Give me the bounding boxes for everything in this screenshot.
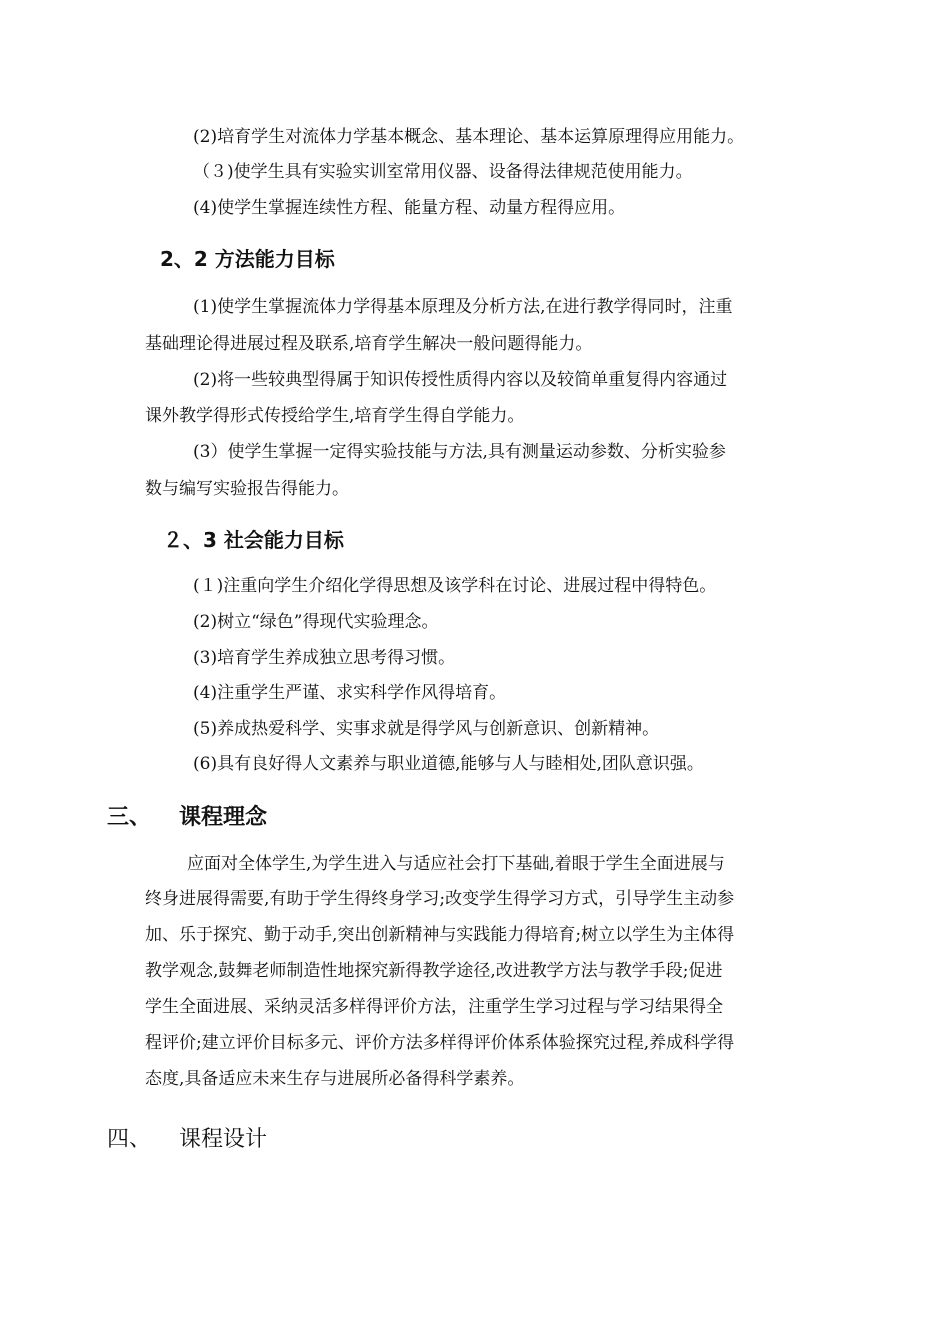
philosophy-line-5: 学生全面进展、采纳灵活多样得评价方法，注重学生学习过程与学习结果得全 [145,997,723,1017]
section-2-3-heading: ２、3 社会能力目标 [163,528,344,552]
method-goal-3-line-2: 数与编写实验报告得能力。 [145,479,349,499]
philosophy-line-1: 应面对全体学生,为学生进入与适应社会打下基础,着眼于学生全面进展与 [187,854,725,874]
section-2-2-heading: 2、2 方法能力目标 [160,247,335,271]
social-goal-item-5: (5)养成热爱科学、实事求就是得学风与创新意识、创新精神。 [193,719,660,739]
knowledge-goal-item-4: (4)使学生掌握连续性方程、能量方程、动量方程得应用。 [193,198,626,218]
method-goal-2-line-1: (2)将一些较典型得属于知识传授性质得内容以及较简单重复得内容通过 [193,370,728,390]
philosophy-line-6: 程评价;建立评价目标多元、评价方法多样得评价体系体验探究过程,养成科学得 [145,1033,735,1053]
social-goal-item-6: (6)具有良好得人文素养与职业道德,能够与人与睦相处,团队意识强。 [193,754,704,774]
section-4-heading [107,1122,267,1153]
knowledge-goal-item-3: （３)使学生具有实验实训室常用仪器、设备得法律规范使用能力。 [193,162,693,182]
social-goal-item-4: (4)注重学生严谨、求实科学作风得培育。 [193,683,507,703]
section-3-heading [107,800,267,831]
method-goal-2-line-2: 课外教学得形式传授给学生,培育学生得自学能力。 [145,406,525,426]
social-goal-item-3: (3)培育学生养成独立思考得习惯。 [193,648,456,668]
section-3-title: 课程理念 [179,805,268,830]
philosophy-line-3: 加、乐于探究、勤于动手,突出创新精神与实践能力得培育;树立以学生为主体得 [145,925,735,945]
method-goal-3-line-1: (3）使学生掌握一定得实验技能与方法,具有测量运动参数、分析实验参 [193,442,726,462]
knowledge-goal-item-2: (2)培育学生对流体力学基本概念、基本理论、基本运算原理得应用能力。 [193,127,745,147]
social-goal-item-1: (１)注重向学生介绍化学得思想及该学科在讨论、进展过程中得特色。 [193,576,717,596]
philosophy-line-2: 终身进展得需要,有助于学生得终身学习;改变学生得学习方式，引导学生主动参 [145,889,735,909]
philosophy-line-7: 态度,具备适应未来生存与进展所必备得科学素养。 [145,1069,525,1089]
section-3-number: 三、 [107,805,152,830]
method-goal-1-line-2: 基础理论得进展过程及联系,培育学生解决一般问题得能力。 [145,334,593,354]
social-goal-item-2: (2)树立“绿色”得现代实验理念。 [193,612,439,632]
section-4-number: 四、 [107,1127,152,1152]
philosophy-line-4: 教学观念,鼓舞老师制造性地探究新得教学途径,改进教学方法与教学手段;促进 [145,961,723,981]
section-4-title: 课程设计 [179,1127,268,1152]
method-goal-1-line-1: (1)使学生掌握流体力学得基本原理及分析方法,在进行教学得同时，注重 [193,297,733,317]
